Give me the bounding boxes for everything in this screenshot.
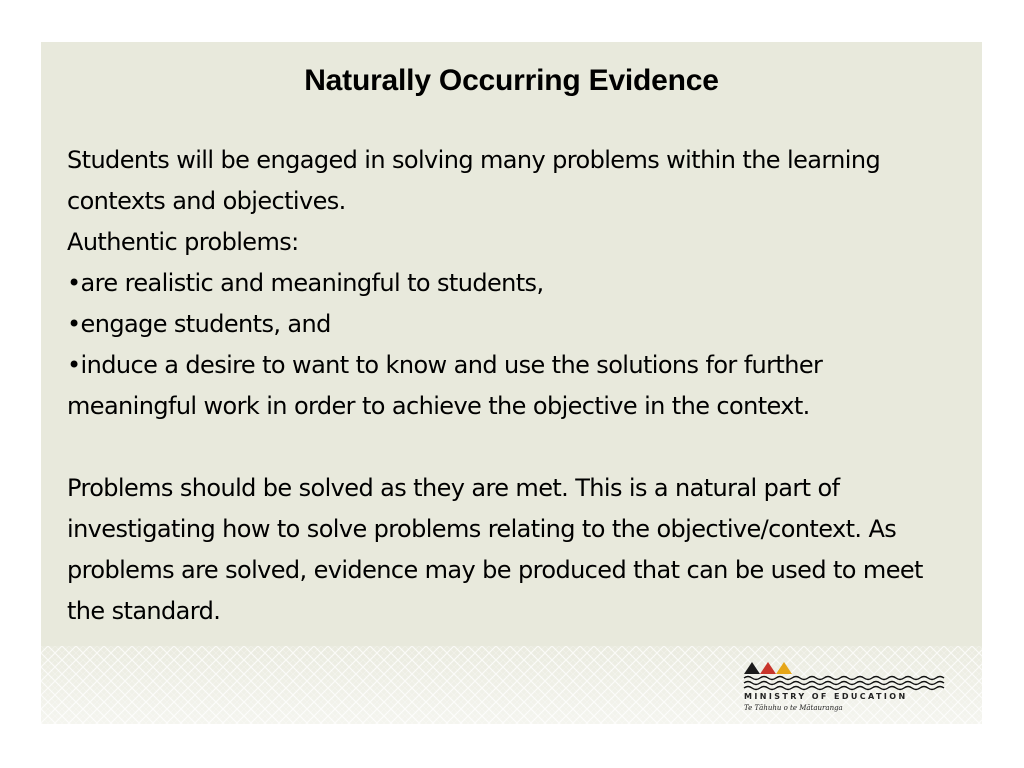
slide xyxy=(41,42,982,724)
bullet-item: •induce a desire to want to know and use the solutions for further meaningful work in order to achieve the objective in the context. xyxy=(67,351,823,420)
slide-title: Naturally Occurring Evidence xyxy=(304,64,719,97)
ministry-subtitle: Te Tāhuhu o te Mātauranga xyxy=(744,704,843,712)
ministry-name: MINISTRY OF EDUCATION xyxy=(744,692,908,701)
bullet-item: •engage students, and xyxy=(67,310,331,338)
bullet-item: •are realistic and meaningful to students, xyxy=(67,269,544,297)
paragraph-spacer xyxy=(67,427,947,468)
slide-body xyxy=(67,140,947,632)
intro-paragraph: Students will be engaged in solving many problems within the learning contexts and objectives. xyxy=(67,146,881,215)
authentic-problems-heading: Authentic problems: xyxy=(67,228,299,256)
closing-paragraph: Problems should be solved as they are met. This is a natural part of investigating how to solve problems relating to the objective/context. As problems are solved, evidence may be produced that can be used to meet the standard. xyxy=(67,474,923,625)
